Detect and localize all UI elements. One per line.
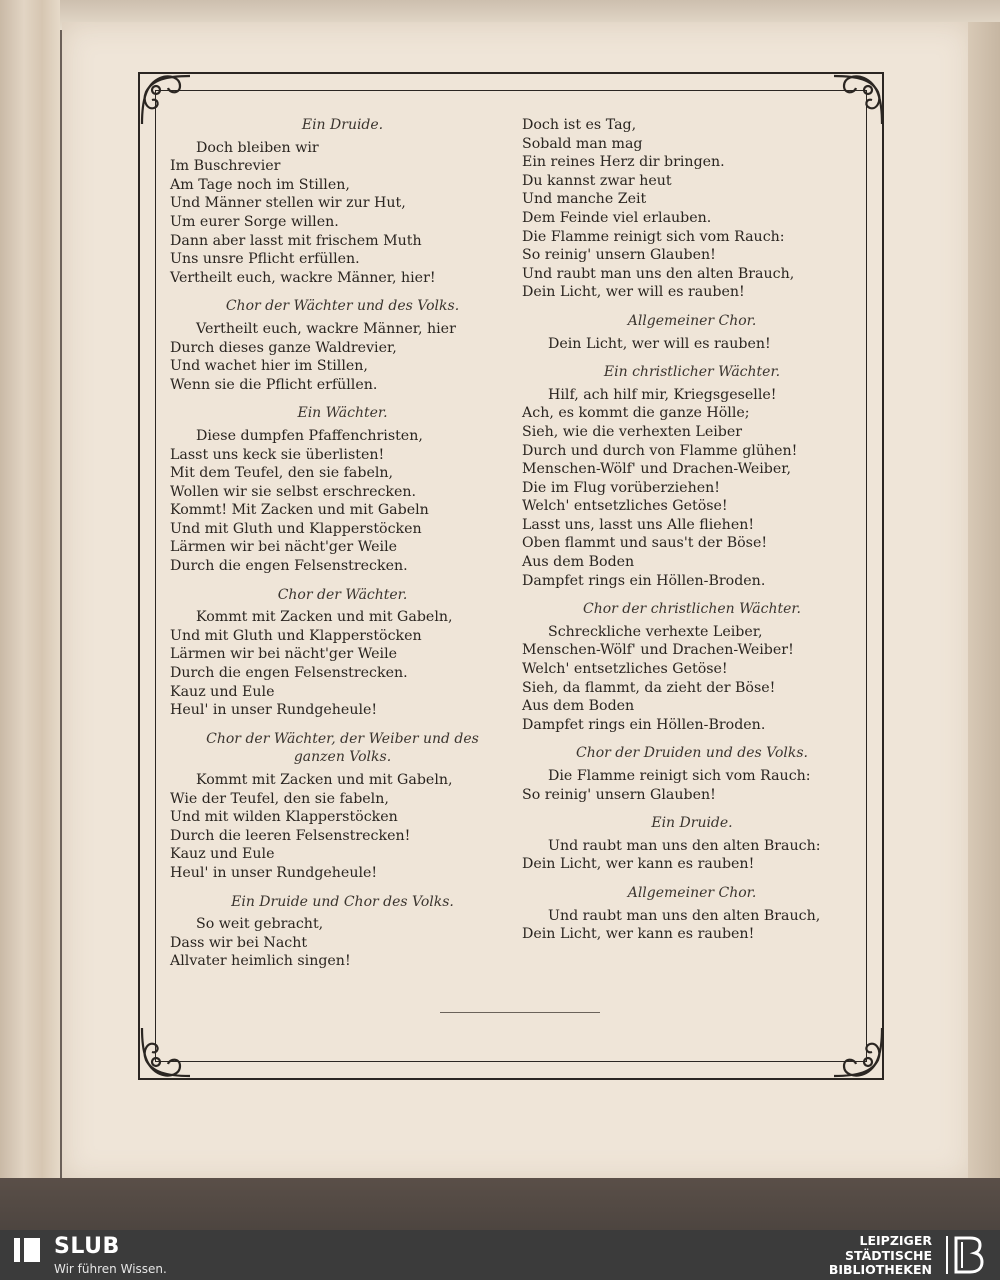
verse-line: Wollen wir sie selbst erschrecken. (170, 483, 417, 500)
verse-line: Um eurer Sorge willen. (170, 213, 339, 230)
verse-line: So reinig' unsern Glauben! (522, 786, 716, 803)
verse-line: Wenn sie die Pflicht erfüllen. (170, 376, 378, 393)
stanza-gap (522, 874, 862, 884)
library-name (829, 1234, 932, 1278)
verse-line: Doch ist es Tag, (522, 117, 637, 133)
verse-line: Durch und durch von Flamme glühen! (522, 442, 798, 459)
verse-line: So reinig' unsern Glauben! (522, 247, 716, 264)
stanza-gap (170, 576, 515, 586)
verse-line: Welch' entsetzliches Getöse! (522, 498, 728, 515)
verse-line: Und raubt man uns den alten Brauch, (548, 907, 821, 924)
section-heading: Allgemeiner Chor. (627, 312, 757, 329)
stanza-gap (170, 394, 515, 404)
section-heading: Chor der Wächter, der Weiber und des (206, 730, 479, 747)
verse-line: Und raubt man uns den alten Brauch: (548, 837, 821, 854)
verse-line: Dass wir bei Nacht (170, 934, 308, 951)
verse-line: Und raubt man uns den alten Brauch, (522, 265, 795, 282)
verse-line: Und manche Zeit (522, 191, 647, 208)
verse-line: So weit gebracht, (196, 916, 324, 933)
verse-line: Dein Licht, wer will es rauben! (522, 284, 745, 301)
verse-line: Sieh, wie die verhexten Leiber (522, 423, 743, 440)
verse-line: Menschen-Wölf' und Drachen-Weiber! (522, 642, 794, 659)
book-right-edge (968, 22, 1000, 1182)
verse-line: Doch bleiben wir (196, 139, 319, 156)
verse-line: Heul' in unser Rundgeheule! (170, 702, 378, 719)
scan-background (0, 1178, 1000, 1230)
verse-line: Die im Flug vorüberziehen! (522, 479, 720, 496)
stanza-gap (522, 804, 862, 814)
verse-line: Diese dumpfen Pfaffenchristen, (196, 427, 423, 444)
verse-line: Kommt mit Zacken und mit Gabeln, (196, 609, 453, 626)
verse-line: Schreckliche verhexte Leiber, (548, 623, 763, 640)
library-name-line: BIBLIOTHEKEN (828, 1262, 932, 1277)
verse-line: Dein Licht, wer kann es rauben! (522, 926, 755, 943)
slub-tagline: Wir führen Wissen. (54, 1262, 167, 1276)
stanza-gap (170, 287, 515, 297)
verse-line: Du kannst zwar heut (522, 172, 672, 189)
section-heading: Ein Druide und Chor des Volks. (231, 893, 454, 910)
stanza-gap (522, 590, 862, 600)
verse-line: Wie der Teufel, den sie fabeln, (170, 790, 389, 807)
verse-line: Sobald man mag (522, 135, 643, 152)
verse-line: Mit dem Teufel, den sie fabeln, (170, 465, 394, 482)
verse-line: Uns unsre Pflicht erfüllen. (170, 251, 360, 268)
verse-line: Lärmen wir bei nächt'ger Weile (170, 539, 397, 556)
verse-line: Aus dem Boden (522, 554, 635, 571)
verse-line: Die Flamme reinigt sich vom Rauch: (522, 228, 785, 245)
end-divider-line (440, 1012, 600, 1013)
library-name-line: LEIPZIGER (859, 1233, 932, 1248)
section-heading: Chor der christlichen Wächter. (583, 601, 801, 618)
verse-line: Und wachet hier im Stillen, (170, 358, 368, 375)
verse-line: Kommt mit Zacken und mit Gabeln, (196, 772, 453, 788)
verse-line: Kauz und Eule (170, 846, 275, 863)
library-logo-icon (944, 1232, 992, 1278)
verse-line: Ein reines Herz dir bringen. (522, 154, 725, 171)
verse-line: Aus dem Boden (522, 698, 635, 715)
verse-line: Heul' in unser Rundgeheule! (170, 864, 378, 881)
verse-line: Dein Licht, wer will es rauben! (548, 335, 771, 352)
stanza-gap (522, 353, 862, 363)
text-column-left (170, 116, 515, 971)
verse-line: Welch' entsetzliches Getöse! (522, 661, 728, 678)
verse-line: Dann aber lasst mit frischem Muth (170, 232, 422, 249)
verse-line: Kommt! Mit Zacken und mit Gabeln (170, 502, 429, 519)
verse-line: Die Flamme reinigt sich vom Rauch: (548, 768, 811, 784)
verse-line: Und Männer stellen wir zur Hut, (170, 195, 406, 212)
verse-line: Durch dieses ganze Waldrevier, (170, 339, 397, 356)
verse-line: Allvater heimlich singen! (170, 953, 351, 970)
verse-line: Und mit Gluth und Klapperstöcken (170, 627, 422, 644)
book-left-edge (0, 0, 60, 1180)
stanza-gap (170, 883, 515, 893)
verse-line: Und mit Gluth und Klapperstöcken (170, 520, 422, 537)
verse-line: Durch die engen Felsenstrecken. (170, 665, 408, 682)
section-heading: Allgemeiner Chor. (627, 884, 757, 901)
section-heading: Ein Druide. (301, 117, 384, 133)
verse-line: Durch die engen Felsenstrecken. (170, 558, 408, 575)
verse-line: Hilf, ach hilf mir, Kriegsgeselle! (548, 386, 777, 403)
verse-line: Dampfet rings ein Höllen-Broden. (522, 572, 766, 589)
section-heading: Ein Wächter. (297, 405, 388, 422)
verse-line: Vertheilt euch, wackre Männer, hier! (170, 269, 436, 286)
verse-line: Und mit wilden Klapperstöcken (170, 809, 398, 826)
verse-line: Dem Feinde viel erlauben. (522, 209, 712, 226)
verse-line: Menschen-Wölf' und Drachen-Weiber, (522, 461, 792, 478)
verse-line: Vertheilt euch, wackre Männer, hier (196, 320, 456, 337)
verse-line: Kauz und Eule (170, 683, 275, 700)
corner-ornament-bottom-right (828, 1022, 888, 1082)
section-heading: Chor der Wächter und des Volks. (225, 298, 460, 315)
verse-line: Durch die leeren Felsenstrecken! (170, 827, 411, 844)
corner-ornament-bottom-left (136, 1022, 196, 1082)
section-heading: Ein christlicher Wächter. (603, 364, 781, 381)
slub-logo-icon (12, 1236, 42, 1264)
verse-line: Dampfet rings ein Höllen-Broden. (522, 716, 766, 733)
verse-line: Ach, es kommt die ganze Hölle; (522, 405, 750, 422)
slub-name: SLUB (54, 1234, 120, 1259)
verse-line: Lärmen wir bei nächt'ger Weile (170, 646, 397, 663)
verse-line: Im Buschrevier (170, 158, 281, 175)
verse-line: Oben flammt und saus't der Böse! (522, 535, 768, 552)
library-name-line: STÄDTISCHE (845, 1247, 932, 1263)
section-heading: Ein Druide. (651, 815, 733, 832)
stanza-gap (522, 734, 862, 744)
section-heading: Chor der Druiden und des Volks. (576, 745, 808, 762)
stanza-gap (522, 302, 862, 312)
stanza-gap (170, 720, 515, 730)
verse-line: Sieh, da flammt, da zieht der Böse! (522, 679, 776, 696)
verse-line: Lasst uns, lasst uns Alle fliehen! (522, 516, 755, 533)
section-heading: Chor der Wächter. (277, 586, 408, 603)
section-heading: ganzen Volks. (293, 749, 392, 766)
text-column-right (522, 116, 862, 944)
verse-line: Lasst uns keck sie überlisten! (170, 446, 385, 463)
verse-line: Am Tage noch im Stillen, (170, 176, 350, 193)
verse-line: Dein Licht, wer kann es rauben! (522, 856, 755, 873)
